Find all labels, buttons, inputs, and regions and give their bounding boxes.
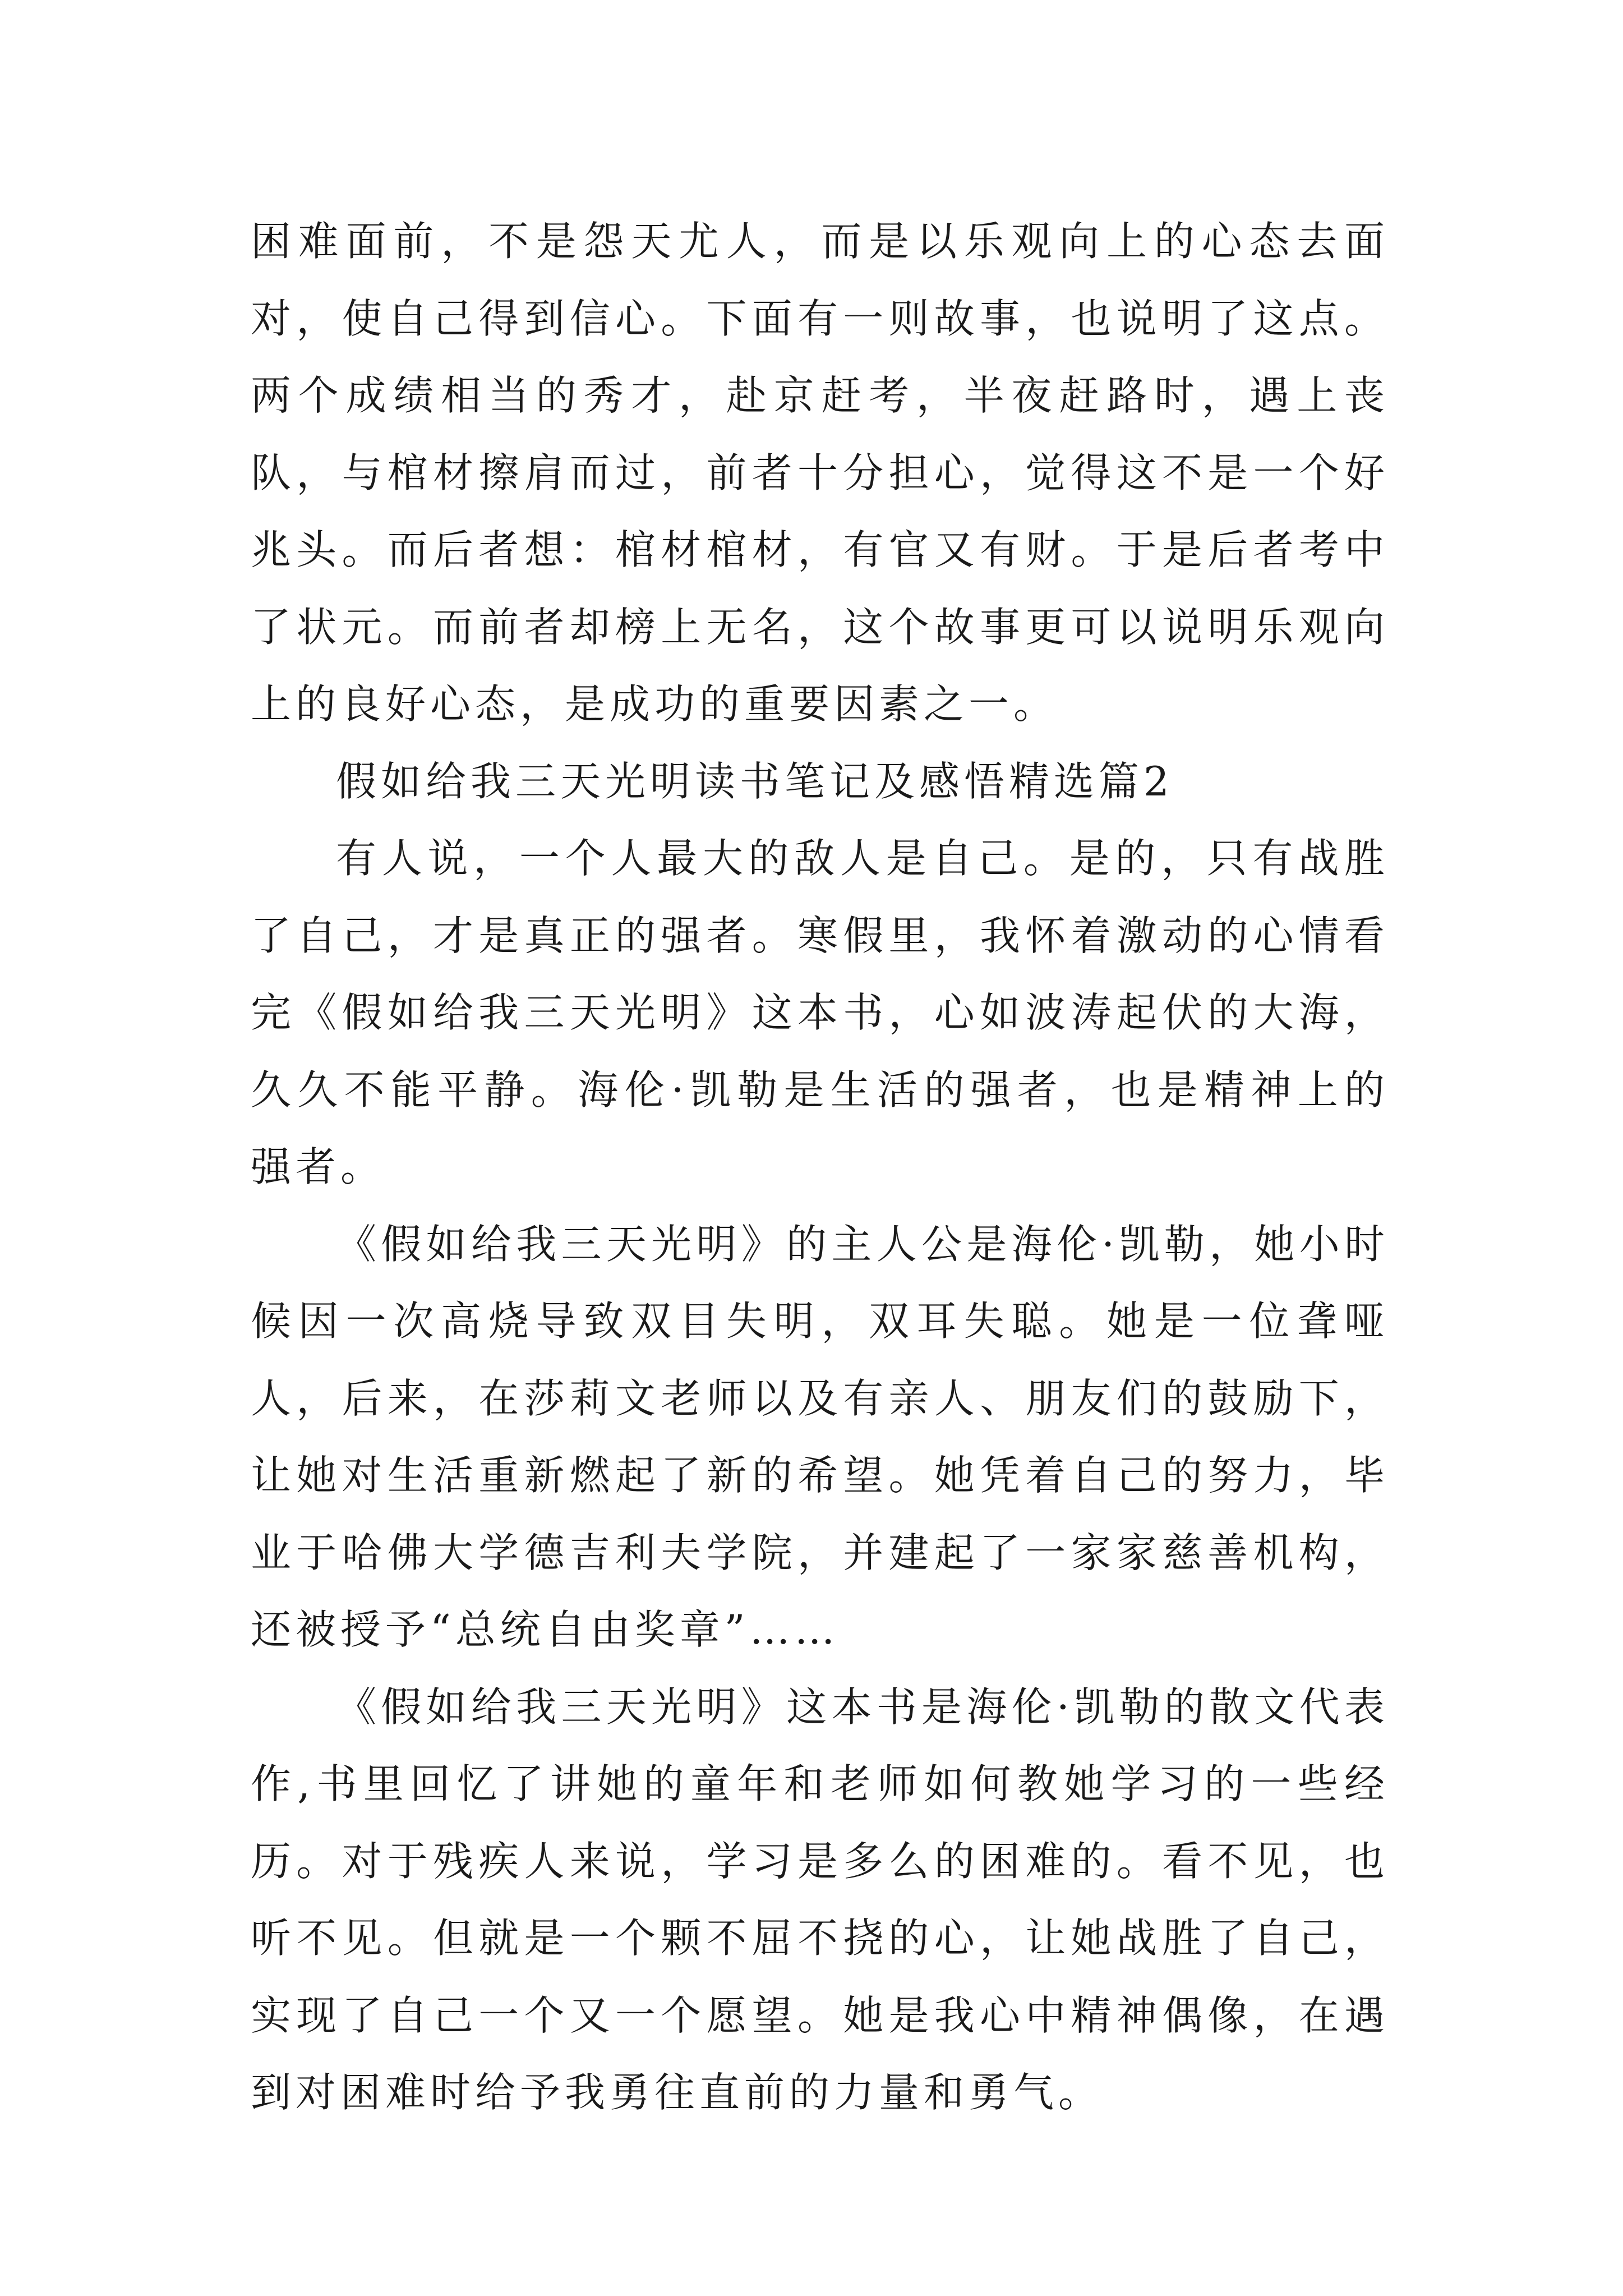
paragraph-book-summary: 《假如给我三天光明》这本书是海伦·凯勒的散文代表作,书里回忆了讲她的童年和老师如何教她学习的一些经历。对于残疾人来说，学习是多么的困难的。看不见，也听不见。但就是一个颗不屈不挠的心，让她战胜了自己，实现了自己一个又一个愿望。她是我心中精神偶像，在遇到对困难时给予我勇往直前的力量和勇气。: [251, 1683, 1389, 2116]
section-heading: 假如给我三天光明读书笔记及感悟精选篇2: [336, 757, 1174, 805]
paragraph-story-conclusion: 困难面前，不是怨天尤人，而是以乐观向上的心态去面对，使自己得到信心。下面有一则故事，也说明了这点。两个成绩相当的秀才，赴京赶考，半夜赶路时，遇上丧队，与棺材擦肩而过，前者十分担心，觉得这不是一个好兆头。而后者想：棺材棺材，有官又有财。于是后者考中了状元。而前者却榜上无名，这个故事更可以说明乐观向上的良好心态，是成功的重要因素之一。: [251, 218, 1389, 728]
paragraph-intro: 有人说，一个人最大的敌人是自己。是的，只有战胜了自己，才是真正的强者。寒假里，我怀着激动的心情看完《假如给我三天光明》这本书，心如波涛起伏的大海，久久不能平静。海伦·凯勒是生活的强者，也是精神上的强者。: [251, 835, 1389, 1190]
document-body: [251, 203, 1389, 2132]
paragraph-protagonist: 《假如给我三天光明》的主人公是海伦·凯勒，她小时候因一次高烧导致双目失明，双耳失聪。她是一位聋哑人，后来，在莎莉文老师以及有亲人、朋友们的鼓励下，让她对生活重新燃起了新的希望。她凭着自己的努力，毕业于哈佛大学德吉利夫学院，并建起了一家家慈善机构，还被授予“总统自由奖章”……: [251, 1220, 1389, 1653]
